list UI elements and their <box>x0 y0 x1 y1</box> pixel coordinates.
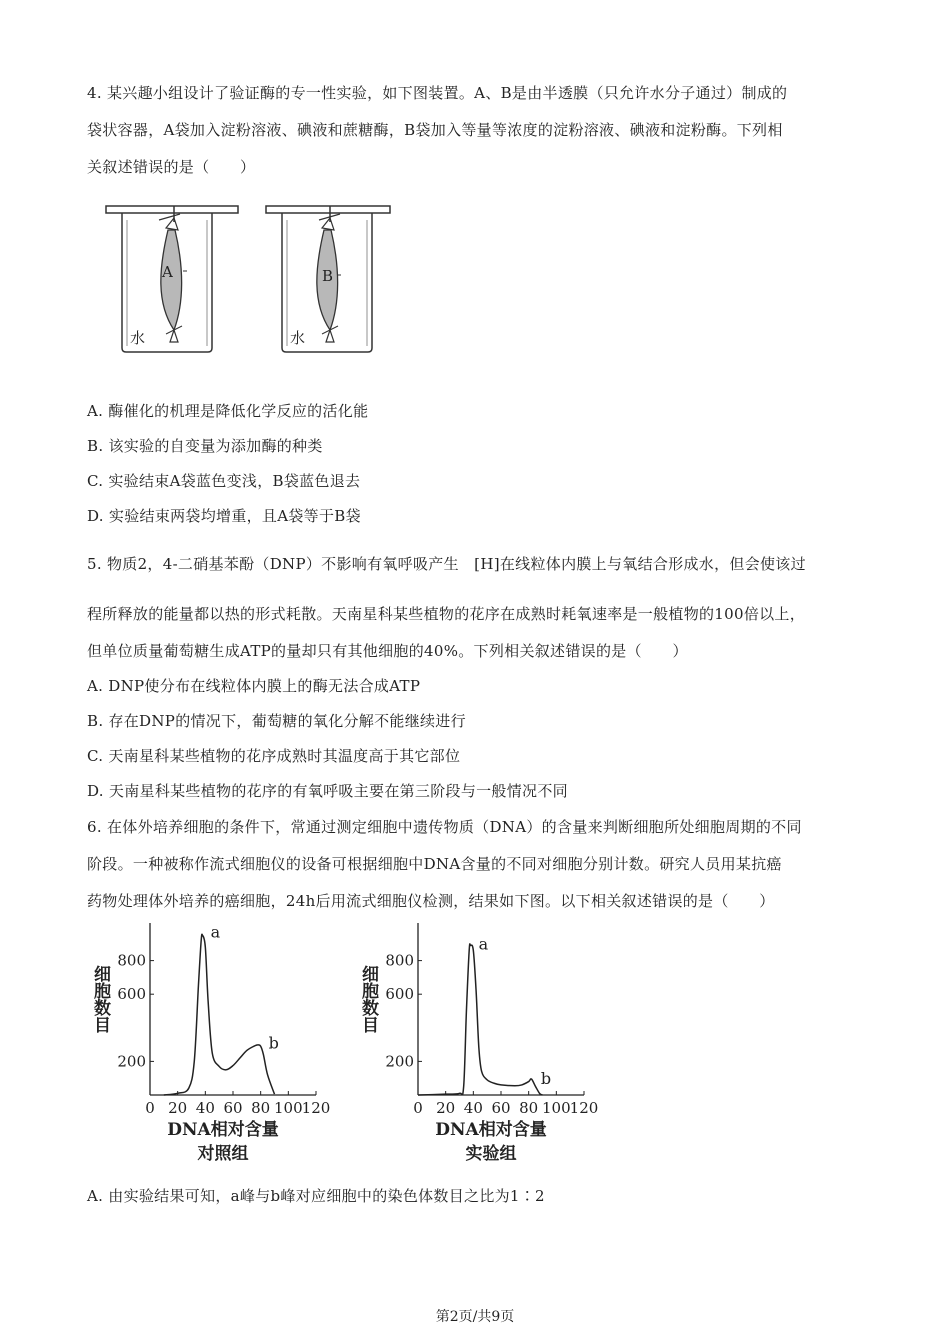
data-series-line <box>418 944 543 1095</box>
q4-option-b: B. 该实验的自变量为添加酶的种类 <box>87 437 323 455</box>
peak-label-a: a <box>210 922 221 942</box>
x-tick-label: 120 <box>569 1099 599 1117</box>
chart-title: 对照组 <box>197 1144 249 1164</box>
q4-option-d: D. 实验结束两袋均增重，且A袋等于B袋 <box>87 507 361 525</box>
q6-option-a: A. 由实验结果可知，a峰与b峰对应细胞中的染色体数目之比为1∶2 <box>87 1187 545 1205</box>
x-axis-label: DNA相对含量 <box>167 1120 279 1140</box>
q6-stem-line-1: 6. 在体外培养细胞的条件下，常通过测定细胞中遗传物质（DNA）的含量来判断细胞所处细胞周期的不同 <box>87 818 802 836</box>
x-tick-label: 80 <box>519 1099 539 1117</box>
q5-option-a: A. DNP使分布在线粒体内膜上的酶无法合成ATP <box>87 677 421 695</box>
y-tick-label: 600 <box>117 985 146 1004</box>
x-tick-label: 20 <box>168 1099 188 1117</box>
chart-experimental-group <box>348 915 618 1170</box>
q4-stem-line-3: 关叙述错误的是（ ） <box>87 158 256 176</box>
water-label-b: 水 <box>290 329 306 347</box>
beaker-a <box>106 206 238 352</box>
label-a: A <box>162 263 173 281</box>
y-tick-label: 600 <box>385 985 414 1004</box>
q4-stem-line-1: 4. 某兴趣小组设计了验证酶的专一性实验，如下图装置。A、B是由半透膜（只允许水分子通过）制成的 <box>87 84 788 102</box>
y-tick-label: 200 <box>385 1052 414 1071</box>
peak-label-a: a <box>478 934 489 954</box>
q4-option-a: A. 酶催化的机理是降低化学反应的活化能 <box>87 402 369 420</box>
x-axis-label: DNA相对含量 <box>435 1120 547 1140</box>
chart-control-group <box>80 915 350 1170</box>
chart-title: 实验组 <box>465 1144 517 1164</box>
x-tick-label: 60 <box>223 1099 243 1117</box>
x-tick-label: 120 <box>301 1099 331 1117</box>
q5-option-c: C. 天南星科某些植物的花序成熟时其温度高于其它部位 <box>87 747 461 765</box>
q5-option-b: B. 存在DNP的情况下，葡萄糖的氧化分解不能继续进行 <box>87 712 466 730</box>
q6-stem-line-2: 阶段。一种被称作流式细胞仪的设备可根据细胞中DNA含量的不同对细胞分别计数。研究人员用某抗癌 <box>87 855 782 873</box>
x-tick-label: 40 <box>463 1099 483 1117</box>
x-tick-label: 100 <box>274 1099 303 1117</box>
q5-stem-line-3: 但单位质量葡萄糖生成ATP的量却只有其他细胞的40%。下列相关叙述错误的是（ ） <box>87 642 688 660</box>
q5-stem-line-2: 程所释放的能量都以热的形式耗散。天南星科某些植物的花序在成熟时耗氧速率是一般植物的100倍以上， <box>87 605 806 623</box>
q4-stem-line-2: 袋状容器，A袋加入淀粉溶液、碘液和蔗糖酶，B袋加入等量等浓度的淀粉溶液、碘液和淀粉酶。下列相 <box>87 121 783 139</box>
q4-option-c: C. 实验结束A袋蓝色变浅，B袋蓝色退去 <box>87 472 361 490</box>
label-b: B <box>322 267 334 285</box>
x-tick-label: 80 <box>251 1099 271 1117</box>
x-tick-label: 60 <box>491 1099 511 1117</box>
y-tick-label: 200 <box>117 1052 146 1071</box>
q5-stem-line-1: 5. 物质2，4-二硝基苯酚（DNP）不影响有氧呼吸产生 [H]在线粒体内膜上与氧结合形成水，但会使该过 <box>87 555 806 573</box>
peak-label-b: b <box>268 1033 279 1053</box>
x-tick-label: 20 <box>436 1099 456 1117</box>
beaker-b <box>266 206 390 352</box>
x-tick-label: 100 <box>542 1099 571 1117</box>
q6-stem-line-3: 药物处理体外培养的癌细胞，24h后用流式细胞仪检测，结果如下图。以下相关叙述错误的是（ ） <box>87 892 775 910</box>
q4-figure-osmosis-bags <box>104 198 404 358</box>
peak-label-b: b <box>540 1068 552 1088</box>
data-series-line <box>164 934 275 1095</box>
water-label-a: 水 <box>130 329 146 347</box>
x-tick-label: 0 <box>413 1099 423 1117</box>
page-footer: 第2页/共9页 <box>435 1309 515 1325</box>
x-tick-label: 40 <box>195 1099 215 1117</box>
y-tick-label: 800 <box>117 951 146 970</box>
q5-option-d: D. 天南星科某些植物的花序的有氧呼吸主要在第三阶段与一般情况不同 <box>87 782 568 800</box>
y-axis-label: 细胞数目 <box>90 965 110 1033</box>
x-tick-label: 0 <box>145 1099 155 1117</box>
y-axis-label: 细胞数目 <box>358 965 378 1033</box>
y-tick-label: 800 <box>385 951 414 970</box>
